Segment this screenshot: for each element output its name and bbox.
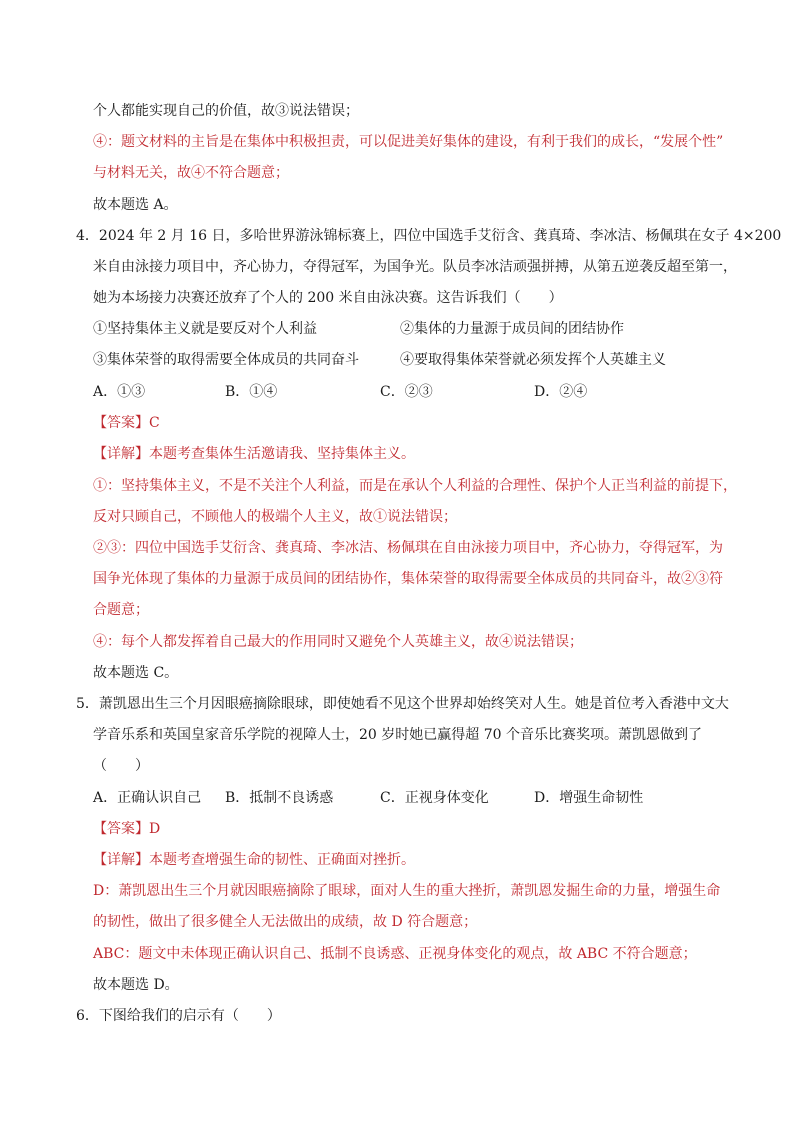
explanation-label: 【详解】本题考查集体生活邀请我、坚持集体主义。 xyxy=(93,446,415,462)
text-line: D：萧凯恩出生三个月就因眼癌摘除了眼球，面对人生的重大挫折，萧凯恩发掘生命的力量，增强生命 xyxy=(93,883,721,899)
choice-d: D．②④ xyxy=(534,384,588,400)
text-line: ④：每个人都发挥着自己最大的作用同时又避免个人英雄主义，故④说法错误； xyxy=(93,634,583,650)
text-line: 故本题选 C。 xyxy=(93,665,179,681)
option-3: ③集体荣誉的取得需要全体成员的共同奋斗 xyxy=(93,352,359,368)
choice-c: C．②③ xyxy=(380,384,433,400)
text-line: 个人都能实现自己的价值，故③说法错误； xyxy=(93,103,359,119)
text-line: 的韧性，做出了很多健全人无法做出的成绩，故 D 符合题意； xyxy=(93,914,478,930)
question-6-line: 6．下图给我们的启示有（ ） xyxy=(76,1008,281,1024)
option-4: ④要取得集体荣誉就必须发挥个人英雄主义 xyxy=(400,352,666,368)
text-line: 合题意； xyxy=(93,602,149,618)
explanation-label: 【详解】本题考查增强生命的韧性、正确面对挫折。 xyxy=(93,852,415,868)
text-line: ABC：题文中未体现正确认识自己、抵制不良诱惑、正视身体变化的观点，故 ABC 不符合题意； xyxy=(93,946,697,962)
question-4-line: 4．2024 年 2 月 16 日，多哈世界游泳锦标赛上，四位中国选手艾衍含、龚真琦、李冰洁、杨佩琪在女子 4×200 xyxy=(76,228,782,244)
answer-label: 【答案】D xyxy=(93,821,161,837)
choice-a: A．①③ xyxy=(93,384,146,400)
text-line: （ ） xyxy=(93,758,149,774)
text-line: 反对只顾自己，不顾他人的极端个人主义，故①说法错误； xyxy=(93,509,457,525)
question-5-line: 5．萧凯恩出生三个月因眼癌摘除眼球，即使她看不见这个世界却始终笑对人生。她是首位考入香港中文大 xyxy=(76,696,729,712)
choice-b: B．抵制不良诱惑 xyxy=(225,790,334,806)
choice-d: D．增强生命韧性 xyxy=(534,790,644,806)
text-line: 学音乐系和英国皇家音乐学院的视障人士，20 岁时她已赢得超 70 个音乐比赛奖项。萧凯恩做到了 xyxy=(93,727,702,743)
text-line: ④：题文材料的主旨是在集体中积极担责，可以促进美好集体的建设，有利于我们的成长，“发展个性” xyxy=(93,134,724,150)
choice-b: B．①④ xyxy=(225,384,278,400)
answer-label: 【答案】C xyxy=(93,415,160,431)
choice-a: A．正确认识自己 xyxy=(93,790,202,806)
text-line: ①：坚持集体主义，不是不关注个人利益，而是在承认个人利益的合理性、保护个人正当利益的前提下， xyxy=(93,478,737,494)
text-line: 与材料无关，故④不符合题意； xyxy=(93,165,289,181)
text-line: ②③：四位中国选手艾衍含、龚真琦、李冰洁、杨佩琪在自由泳接力项目中，齐心协力，夺得冠军，为 xyxy=(93,540,723,556)
option-1: ①坚持集体主义就是要反对个人利益 xyxy=(93,321,317,337)
text-line: 米自由泳接力项目中，齐心协力，夺得冠军，为国争光。队员李冰洁顽强拼搏，从第五逆袭反超至第一， xyxy=(93,259,737,275)
text-line: 她为本场接力决赛还放弃了个人的 200 米自由泳决赛。这告诉我们（ ） xyxy=(93,290,563,306)
text-line: 国争光体现了集体的力量源于成员间的团结协作，集体荣誉的取得需要全体成员的共同奋斗，故②③符 xyxy=(93,571,723,587)
choice-c: C．正视身体变化 xyxy=(380,790,489,806)
option-2: ②集体的力量源于成员间的团结协作 xyxy=(400,321,624,337)
text-line: 故本题选 A。 xyxy=(93,197,178,213)
text-line: 故本题选 D。 xyxy=(93,977,179,993)
